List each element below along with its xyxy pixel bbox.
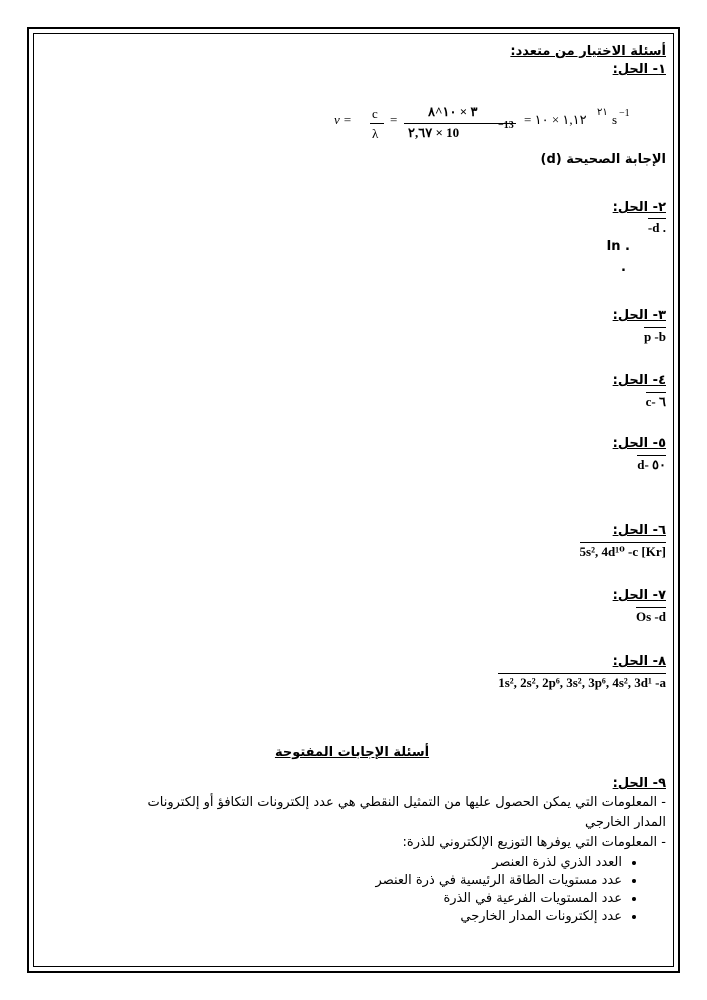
eq-denominator-exp: −13 (498, 120, 514, 131)
q4-answer: ٦ -c (645, 394, 666, 409)
eq-lambda: λ (372, 126, 379, 141)
q7-label: ٧- الحل: (612, 588, 666, 603)
q2-answer-line3: . (621, 260, 626, 275)
q8-label: ٨- الحل: (612, 654, 666, 669)
q3-answer: p -b (643, 329, 666, 344)
eq-c: c (372, 106, 378, 121)
eq-result-exp: ٢١ (597, 107, 608, 118)
eq-unit: s (612, 112, 618, 127)
q7-answer: Os -d (636, 609, 666, 624)
q8-answer: 1s², 2s², 2p⁶, 3s², 3p⁶, 4s², 3d¹ -a (498, 675, 666, 690)
q9-label: ٩- الحل: (612, 776, 666, 791)
q5-label: ٥- الحل: (612, 436, 666, 451)
list-item: • عدد مستويات الطاقة الرئيسية في ذرة العنصر (38, 873, 622, 888)
q2-answer-line1: . d- (647, 220, 666, 235)
mc-section-title: أسئلة الاختيار من متعدد: (510, 44, 666, 59)
q9-line3: - المعلومات التي يوفرها التوزيع الإلكتروني للذرة: (402, 835, 666, 850)
eq-equals: = (390, 112, 398, 127)
q1-label: ١- الحل: (612, 62, 666, 77)
eq-unit-exp: −1 (619, 108, 630, 119)
eq-result: = ١,١٢ × ١٠ (524, 112, 587, 127)
eq-lhs: ν = (334, 112, 352, 127)
q6-label: ٦- الحل: (612, 523, 666, 538)
list-item: • عدد إلكترونات المدار الخارجي (38, 909, 622, 924)
q3-label: ٣- الحل: (612, 308, 666, 323)
q2-label: ٢- الحل: (612, 200, 666, 215)
open-section-title: أسئلة الإجابات المفتوحة (274, 745, 430, 760)
q9-bullet-list (38, 855, 666, 924)
list-item: • العدد الذري لذرة العنصر (38, 855, 622, 870)
q9-line2: المدار الخارجي (584, 815, 666, 830)
list-item: • عدد المستويات الفرعية في الذرة (38, 891, 622, 906)
q6-answer: [Kr] 5s², 4d¹⁰ -c (579, 544, 666, 559)
q4-label: ٤- الحل: (612, 373, 666, 388)
eq-denominator: ٢,٦٧ × 10 (408, 125, 460, 140)
document-page (38, 40, 666, 960)
eq-numerator: ٣ × ١٠^٨ (428, 104, 478, 119)
q5-answer: ٥٠ -d (637, 457, 666, 472)
q2-answer-line2: . In (606, 239, 630, 254)
q9-line1: - المعلومات التي يمكن الحصول عليها من التمثيل النقطي هي عدد إلكترونات التكافؤ أو إلكترونات (147, 795, 666, 810)
q1-answer: الإجابة الصحيحة (d) (540, 152, 666, 167)
